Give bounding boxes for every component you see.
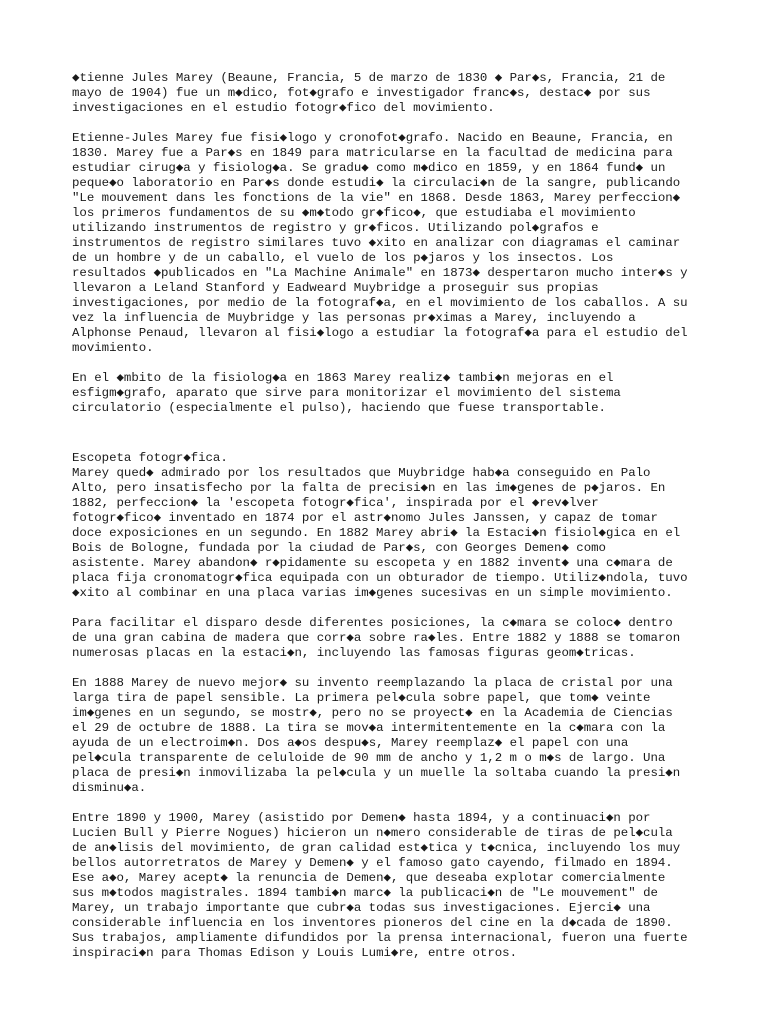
paragraph-sphygmograph: En el ◆mbito de la fisiolog◆a en 1863 Marey realiz◆ tambi◆n mejoras en el esfigm◆grafo, aparato que sirve para monitorizar el movimiento del sistema circulatorio (especialmente el pulso), haciendo que fuese transportable. (72, 371, 621, 415)
paragraph-camera-cabin: Para facilitar el disparo desde diferentes posiciones, la c◆mara se coloc◆ dentro de una gran cabina de madera que corr◆a sobre ra◆les. Entre 1882 y 1888 se tomaron numerosas placas en la estaci◆n, incluyendo las famosas figuras geom◆tricas. (72, 616, 681, 660)
document-body (72, 71, 712, 961)
paragraph-spacer (72, 796, 712, 811)
paragraph-intro: ◆tienne Jules Marey (Beaune, Francia, 5 de marzo de 1830 ◆ Par◆s, Francia, 21 de mayo de 1904) fue un m◆dico, fot◆grafo e investigador franc◆s, destac◆ por sus investigaciones en el estudio fotogr◆fico del movimiento. (72, 71, 666, 115)
paragraph-spacer (72, 416, 712, 451)
paragraph-biography: Etienne-Jules Marey fue fisi◆logo y cronofot◆grafo. Nacido en Beaune, Francia, en 1830. Marey fue a Par◆s en 1849 para matricularse en la facultad de medicina para estudiar cirug◆a y fisiolog◆a. Se gradu◆ como m◆dico en 1859, y en 1864 fund◆ un peque◆o laboratorio en Par◆s donde estudi◆ la circulaci◆n de la sangre, publicando "Le mouvement dans les fonctions de la vie" en 1868. Desde 1863, Marey perfeccion◆ los primeros fundamentos de su ◆m◆todo gr◆fico◆, que estudiaba el movimiento utilizando instrumentos de registro y gr◆ficos. Utilizando pol◆grafos e instrumentos de registro similares tuvo ◆xito en analizar con diagramas el caminar de un hombre y de un caballo, el vuelo de los p◆jaros y los insectos. Los resultados ◆publicados en "La Machine Animale" en 1873◆ despertaron mucho inter◆s y llevaron a Leland Stanford y Eadweard Muybridge a proseguir sus propias investigaciones, por medio de la fotograf◆a, en el movimiento de los caballos. A su vez la influencia de Muybridge y las personas pr◆ximas a Marey, incluyendo a Alphonse Penaud, llevaron al fisi◆logo a estudiar la fotograf◆a para el estudio del movimiento. (72, 131, 688, 355)
paragraph-spacer (72, 661, 712, 676)
paragraph-spacer (72, 116, 712, 131)
paragraph-film-strip: En 1888 Marey de nuevo mejor◆ su invento reemplazando la placa de cristal por una larga tira de papel sensible. La primera pel◆cula sobre papel, que tom◆ veinte im◆genes en un segundo, se mostr◆, pero no se proyect◆ en la Academia de Ciencias el 29 de octubre de 1888. La tira se mov◆a intermitentemente en la c◆mara con la ayuda de un electroim◆n. Dos a◆os despu◆s, Marey reemplaz◆ el papel con una pel◆cula transparente de celuloide de 90 mm de ancho y 1,2 m o m◆s de largo. Una placa de presi◆n inmovilizaba la pel◆cula y un muelle la soltaba cuando la presi◆n disminu◆a. (72, 676, 681, 795)
paragraph-spacer (72, 356, 712, 371)
paragraph-photographic-gun: Escopeta fotogr◆fica. Marey qued◆ admirado por los resultados que Muybridge hab◆a conseguido en Palo Alto, pero insatisfecho por la falta de precisi◆n en las im◆genes de p◆jaros. En 1882, perfeccion◆ la 'escopeta fotogr◆fica', inspirada por el ◆rev◆lver fotogr◆fico◆ inventado en 1874 por el astr◆nomo Jules Janssen, y capaz de tomar doce exposiciones en un segundo. En 1882 Marey abri◆ la Estaci◆n fisiol◆gica en el Bois de Bologne, fundada por la ciudad de Par◆s, con Georges Demen◆ como asistente. Marey abandon◆ r◆pidamente su escopeta y en 1882 invent◆ una c◆mara de placa fija cronomatogr◆fica equipada con un obturador de tiempo. Utiliz◆ndola, tuvo ◆xito al combinar en una placa varias im◆genes sucesivas en un simple movimiento. (72, 451, 688, 600)
paragraph-1890-1900: Entre 1890 y 1900, Marey (asistido por Demen◆ hasta 1894, y a continuaci◆n por Lucien Bull y Pierre Nogues) hicieron un n◆mero considerable de tiras de pel◆cula de an◆lisis del movimiento, de gran calidad est◆tica y t◆cnica, incluyendo los muy bellos autorretratos de Marey y Demen◆ y el famoso gato cayendo, filmado en 1894. Ese a◆o, Marey acept◆ la renuncia de Demen◆, que deseaba explotar comercialmente sus m◆todos magistrales. 1894 tambi◆n marc◆ la publicaci◆n de "Le mouvement" de Marey, un trabajo importante que cubr◆a todas sus investigaciones. Ejerci◆ una considerable influencia en los inventores pioneros del cine en la d◆cada de 1890. Sus trabajos, ampliamente difundidos por la prensa internacional, fueron una fuerte inspiraci◆n para Thomas Edison y Louis Lumi◆re, entre otros. (72, 811, 688, 960)
paragraph-spacer (72, 601, 712, 616)
